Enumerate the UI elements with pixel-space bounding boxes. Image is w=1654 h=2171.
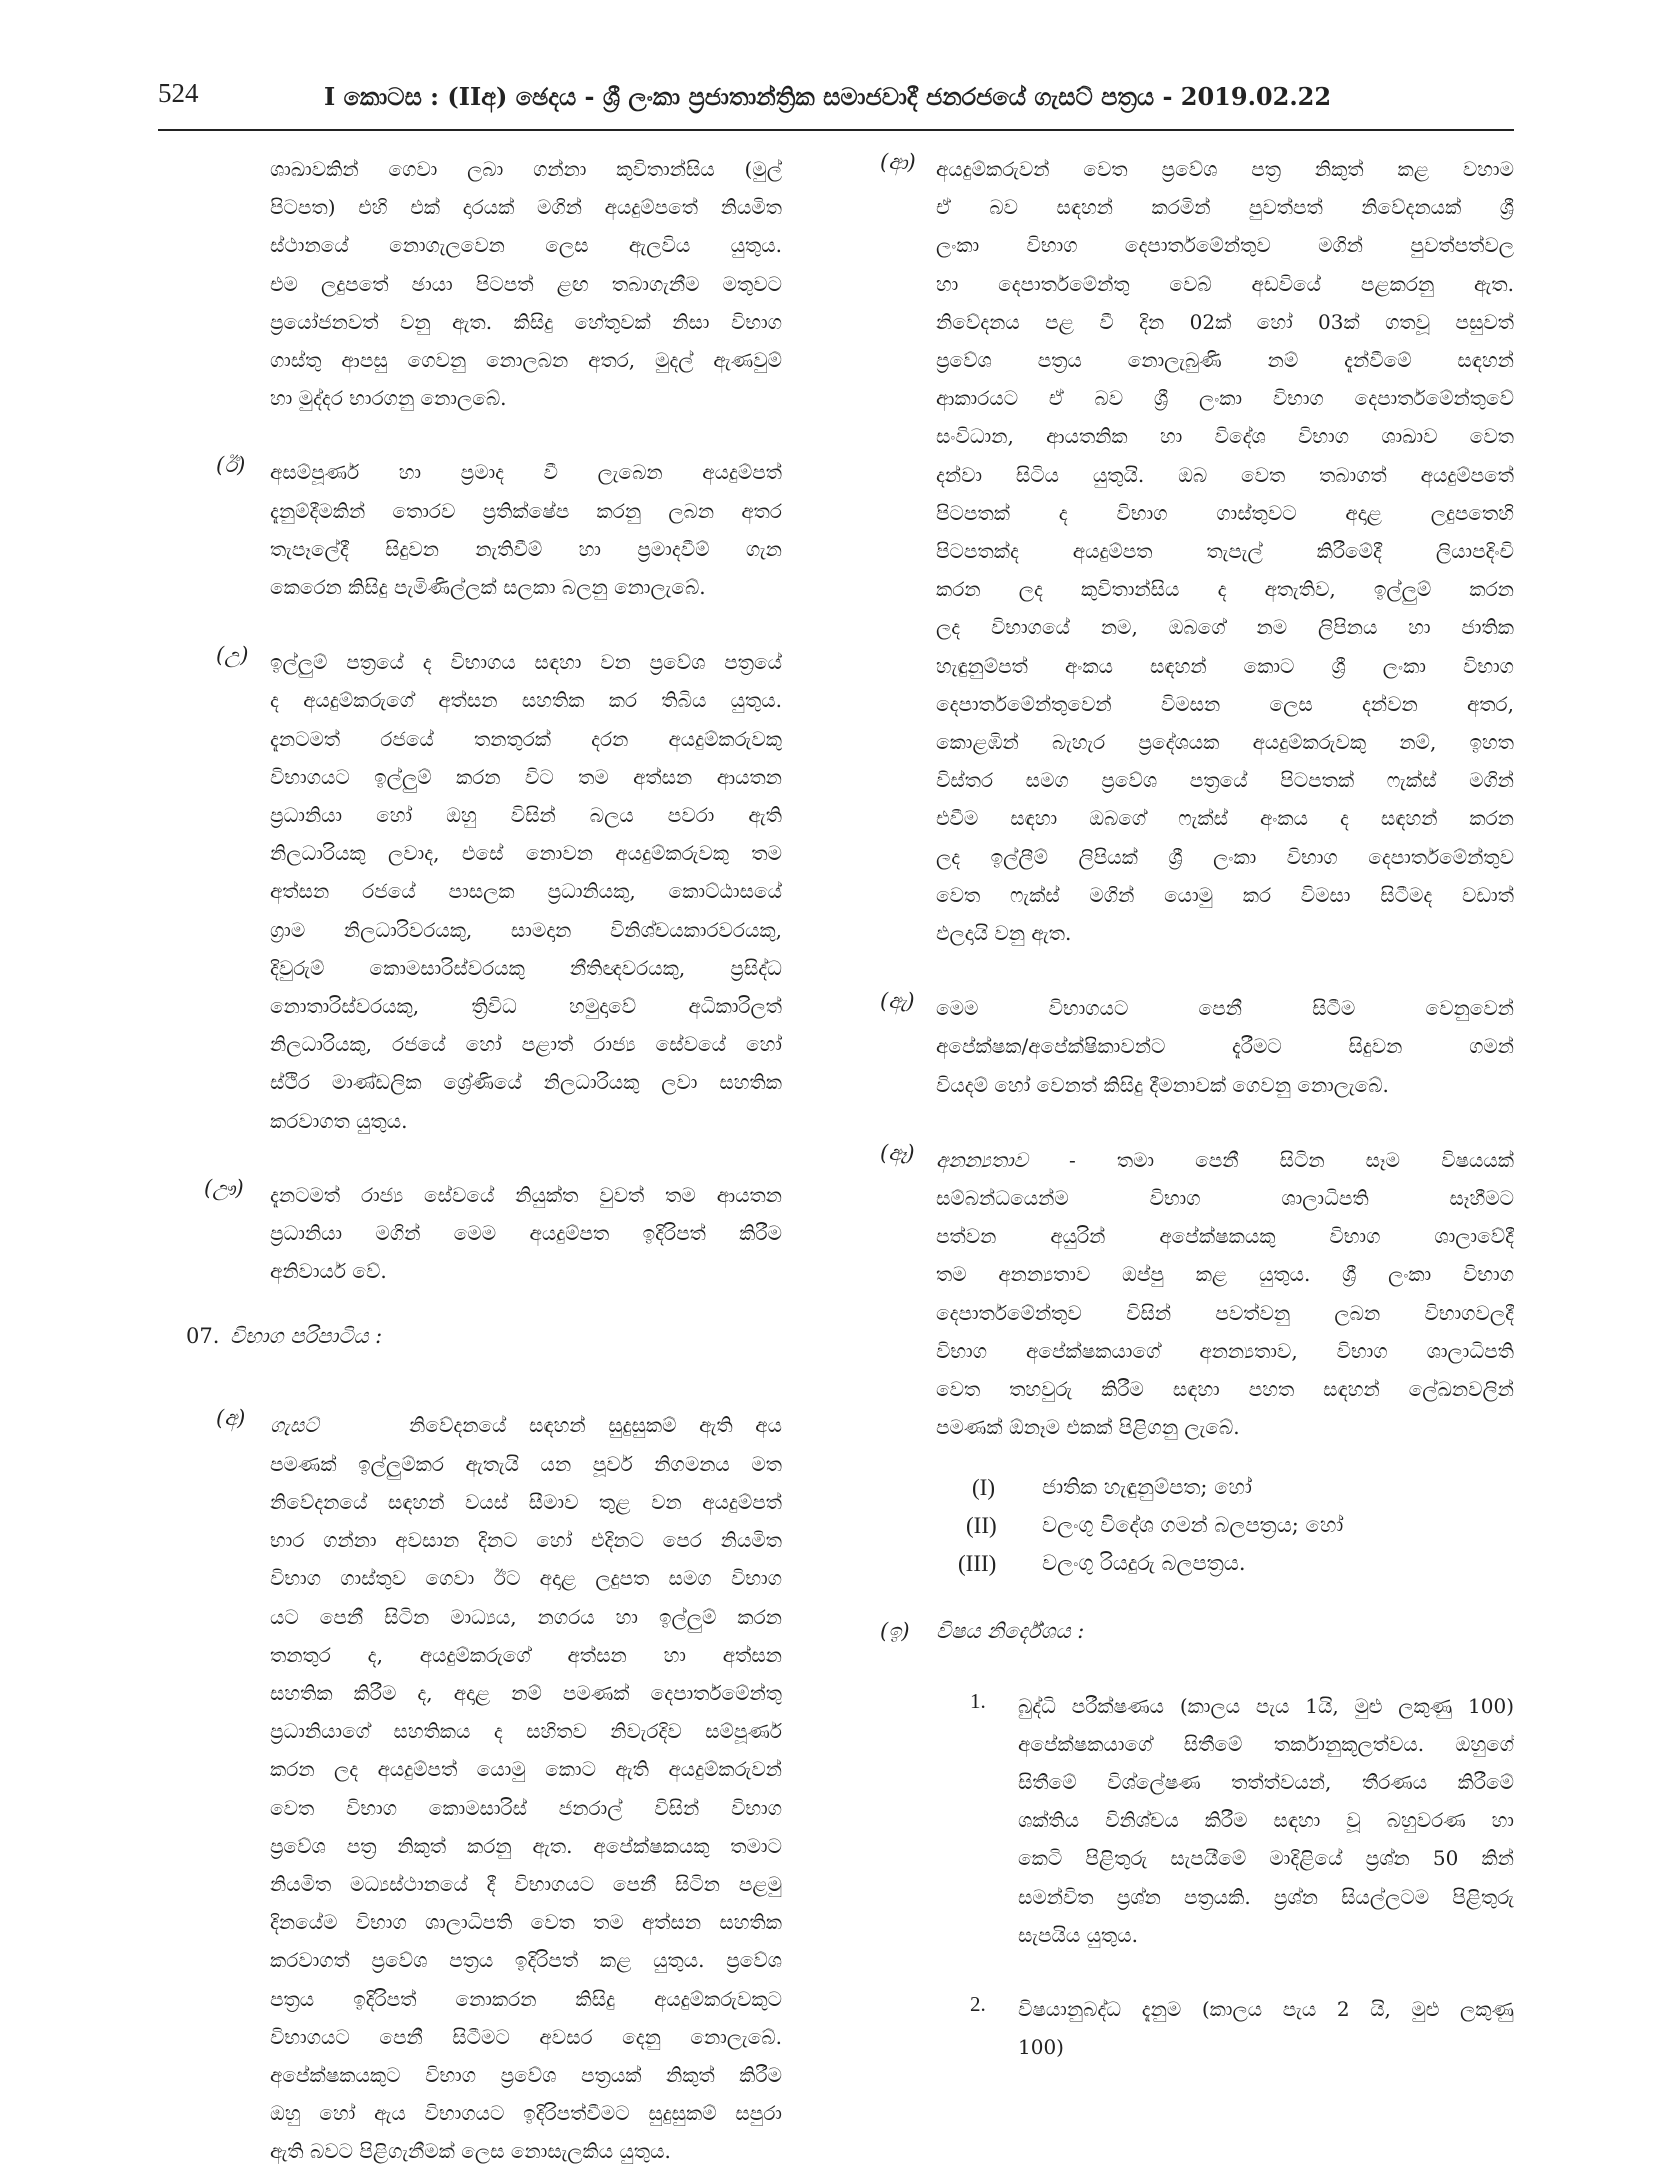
item-aa — [880, 150, 1514, 952]
body-line: විස්තර සමග ප්‍රවේශ පත්‍රයේ පිටපතක් ෆැක්ස් මගින් — [936, 768, 1514, 793]
body-line: සංවිධාන, ආයතනික හා විදේශ විභාග ශාඛාව වෙත — [936, 424, 1514, 449]
page-number: 524 — [158, 78, 199, 108]
body-line: ලංකා විභාග දෙපාර්තමේන්තුව මගින් පුවත්පත්වල — [936, 233, 1514, 258]
body-line: නියමිත මධ්‍යස්ථානයේ දී විභාගයට පෙනී සිටින පළමු — [270, 1871, 782, 1896]
body-line: ප්‍රධානියාගේ සහතිකය ද සහිතව නිවැරදිව සම්පූර්ණ — [270, 1719, 782, 1744]
body-line: ගාස්තු ආපසු ගෙවනු නොලබන අතර, මුදල් ඇණවුම් — [270, 348, 782, 373]
syllabus-item-1 — [970, 1687, 1514, 1954]
body-line: තැපෑලේදී සිදුවන නැතිවීම් හා ප්‍රමාදවීම් ගැන — [270, 536, 782, 561]
body-line: මෙම විභාගයට පෙනී සිටීම වෙනුවෙන් — [936, 996, 1514, 1021]
left-column — [186, 150, 782, 2171]
body-line: අපේක්ෂක/අපේක්ෂිකාවන්ට දැරීමට සිදුවන ගමන් — [936, 1034, 1514, 1059]
item-label: (ඉ) — [880, 1618, 910, 1643]
section-title: විභාග පරිපාටිය : — [230, 1324, 383, 1349]
body-line: තනතුර ද, අයදුම්කරුගේ අත්සන හා අත්සන — [270, 1642, 782, 1667]
body-line: විභාග ගාස්තුව ගෙවා ඊට අදාළ ලදුපත සමග විභාග — [270, 1566, 782, 1591]
item-body — [936, 1141, 1514, 1447]
body-line: පිටපතක්ද අයදුම්පත තැපැල් කිරීමේදී ලියාපදිංචි — [936, 539, 1514, 564]
body-line: අත්සන රජයේ පාසලක ප්‍රධානියකු, කොට්ඨාසයේ — [270, 879, 782, 904]
body-line: නිවේදනයේ සඳහන් වයස් සීමාව තුළ වන අයදුම්පත් — [270, 1489, 782, 1514]
body-line: පිටපත) එහි එක් දාරයක් මගින් අයදුම්පතේ නියමිත — [270, 195, 782, 220]
body-line: වෙත විභාග කොමසාරිස් ජනරාල් විසින් විභාග — [270, 1795, 782, 1820]
document-text: ජාතික හැඳුනුම්පත; හෝ — [1042, 1474, 1252, 1499]
body-line: නිවේදනය පළ වී දින 02ක් හෝ 03ක් ගතවූ පසුවත් — [936, 309, 1514, 334]
body-line: ප්‍රධානියා මගින් මෙම අයදුම්පත ඉදිරිපත් කිරීම — [270, 1221, 782, 1246]
body-line: කොළඹින් බැහැර ප්‍රදේශයක අයදුම්කරුවකු නම්, ඉහත — [936, 730, 1514, 755]
body-line: විභාගයට පෙනී සිටීමට අවසර දෙනු නොලැබේ. — [270, 2024, 782, 2049]
body-line: හා දෙපාර්තමේන්තු වෙබ් අඩවියේ පළකරනු ඇත. — [936, 271, 1514, 296]
item-label: (ඌ) — [204, 1175, 244, 1200]
body-line: ප්‍රවේශ පත්‍රය නොලැබුණි නම් දැන්වීමේ සඳහන් — [936, 348, 1514, 373]
item-body — [270, 1176, 782, 1291]
document-number: (III) — [958, 1550, 997, 1576]
body-line: සහතික කිරීම ද, අදාළ නම් පමණක් දෙපාර්තමේන්තු — [270, 1680, 782, 1705]
body-line: පමණක් ඕනෑම එකක් පිළිගනු ලැබේ. — [936, 1415, 1240, 1440]
body-line: තම අනන්‍යතාව ඔප්පු කළ යුතුය. ශ්‍රී ලංකා විභාග — [936, 1262, 1514, 1287]
id-document-item — [942, 1551, 1514, 1589]
body-line: දෙපාර්තමේන්තුවෙන් විමසන ලෙස දන්වන අතර, — [936, 691, 1514, 716]
body-line: ආකාරයට ඒ බව ශ්‍රී ලංකා විභාග දෙපාර්තමේන්තුවේ — [936, 386, 1514, 411]
body-line: එවීම සඳහා ඔබගේ ෆැක්ස් අංකය ද සඳහන් කරන — [936, 806, 1514, 831]
body-line: අපේක්ෂකයාගේ සිතීමේ තර්කානුකූලත්වය. ඔහුගේ — [1018, 1731, 1514, 1756]
body-line: සම්බන්ධයෙන්ම විභාග ශාලාධිපති සෑහීමට — [936, 1186, 1514, 1211]
syllabus-number: 1. — [970, 1688, 986, 1713]
body-line: කරවාගත් ප්‍රවේශ පත්‍රය ඉදිරිපත් කළ යුතුය. ප්‍රවේශ — [270, 1948, 782, 1973]
body-line: දැනටමත් රාජ්‍ය සේවයේ නියුක්ත වුවත් තම ආයතන — [270, 1182, 782, 1207]
body-line: දිනයේම විභාග ශාලාධිපති වෙත තම අත්සන සහතික — [270, 1910, 782, 1935]
body-line: ප්‍රවේශ පත්‍ර නිකුත් කරනු ඇත. අපේක්ෂකයකු තමාට — [270, 1833, 782, 1858]
body-line: අනිවාර්ය වේ. — [270, 1259, 387, 1284]
body-line: ග්‍රාම නිලධාරිවරයකු, සාමදාන විනිශ්චයකාරවරයකු, — [270, 917, 782, 942]
body-line: ඔහු හෝ ඇය විභාගයට ඉදිරිපත්වීමට සුදුසුකම් සපුරා — [270, 2101, 782, 2126]
body-line: සමන්විත ප්‍රශ්න පත්‍රයකි. ප්‍රශ්න සියල්ලටම පිළිතුරු — [1018, 1884, 1514, 1909]
document-text: වලංගු රියදුරු බලපත්‍රය. — [1042, 1550, 1246, 1575]
body-line: අයදුම්කරුවන් වෙත ප්‍රවේශ පත්‍ර නිකුත් කළ වහාම — [936, 157, 1514, 181]
body-line: ස්ථානයේ නොගැලවෙන ලෙස ඇලවිය යුතුය. — [270, 233, 782, 258]
body-line: පත්වන අයුරින් අපේක්ෂකයකු විභාග ශාලාවේදී — [936, 1224, 1514, 1249]
body-line: ස්ථිර මාණ්ඩලික ශ්‍රේණියේ නිලධාරියකු ලවා සහතික — [270, 1070, 782, 1095]
body-line: කරන ලද කුවිතාන්සිය ද අතැතිව, ඉල්ලුම් කරන — [936, 577, 1514, 602]
body-line: වෙත තහවුරු කිරීම සඳහා පහත සඳහන් ලේඛනවලින් — [936, 1377, 1514, 1402]
item-uu — [204, 1175, 782, 1291]
emphasized-word: ගැසට් — [270, 1413, 319, 1438]
item-body — [270, 643, 782, 1140]
body-line: විභාග අපේක්ෂකයාගේ අනන්‍යතාව, විභාග ශාලාධිපති — [936, 1338, 1514, 1363]
body-line: ඇති බවට පිළිගැනීමක් ලෙස නොසැලකිය යුතුය. — [270, 2139, 671, 2164]
body-line: හා මුද්දර භාරගනු නොලබේ. — [270, 386, 507, 411]
body-line: ප්‍රයෝජනවත් වනු ඇත. කිසිදු හේතුවක් නිසා විභාග — [270, 309, 782, 334]
item-i — [880, 1618, 1514, 1659]
item-u — [216, 643, 782, 1140]
syllabus-body — [1018, 1687, 1514, 1954]
header-rule — [158, 129, 1514, 131]
body-line: වෙත ෆැක්ස් මගින් යොමු කර විමසා සිටීමද වඩාත් — [936, 882, 1514, 907]
body-line: ඵලදායි වනු ඇත. — [936, 921, 1072, 946]
body-line: යට පෙනී සිටින මාධ්‍යය, නගරය හා ඉල්ලුම් කරන — [270, 1604, 782, 1629]
line-text: - තමා පෙනී සිටින සෑම විෂයයක් — [1069, 1147, 1514, 1172]
item-ae — [880, 989, 1514, 1104]
body-line: සිතීමේ විශ්ලේෂණ තත්ත්වයන්, තීරණය කිරීමේ — [1018, 1769, 1514, 1794]
body-line: දැනුම්දීමකින් තොරව ප්‍රතික්ෂේප කරනු ලබන අතර — [270, 498, 782, 523]
item-label: (ඊ) — [216, 453, 246, 478]
body-line: අපේක්ෂකයකුට විභාග ප්‍රවේශ පත්‍රයක් නිකුත් කිරීම — [270, 2062, 782, 2087]
body-line: ශක්තිය විනිශ්චය කිරීම සඳහා වූ බහුවරණ හා — [1018, 1808, 1514, 1833]
item-aee — [880, 1140, 1514, 1589]
item-label: (ආ) — [880, 150, 916, 174]
section-07-heading — [186, 1290, 782, 1368]
document-number: (I) — [972, 1474, 995, 1500]
body-line: පත්‍රය ඉදිරිපත් නොකරන කිසිදු අයදුම්කරුවකුට — [270, 1986, 782, 2011]
body-line: නිලධාරියකු, රජයේ හෝ පළාත් රාජ්‍ය සේවයේ හෝ — [270, 1032, 782, 1057]
id-documents-list — [942, 1475, 1514, 1589]
body-line: සැපයිය යුතුය. — [1018, 1922, 1138, 1947]
body-line: ඒ බව සඳහන් කරමින් පුවත්පත් නිවේදනයක් ශ්‍රී — [936, 195, 1514, 220]
paragraph-body — [270, 150, 782, 417]
item-label: (ඈ) — [880, 1140, 915, 1165]
document-number: (II) — [966, 1512, 997, 1538]
right-column — [880, 150, 1514, 2066]
item-e — [216, 453, 782, 606]
body-line: ප්‍රධානියා හෝ ඔහු විසින් බලය පවරා ඇති — [270, 803, 782, 828]
section-number: 07. — [186, 1324, 220, 1349]
item-label: (අ) — [216, 1406, 246, 1431]
item-label: (ඇ) — [880, 989, 915, 1014]
body-line: නිලධාරියකු ලවාද, එසේ නොවන අයදුම්කරුවකු තම — [270, 841, 782, 866]
first-line — [936, 1141, 1514, 1179]
body-line: පමණක් ඉල්ලුම්කර ඇතැයි යන පූර්ව නිගමනය මත — [270, 1451, 782, 1476]
body-line: ලද විභාගයේ නම, ඔබගේ නම ලිපිනය හා ජාතික — [936, 615, 1514, 640]
document-text: වලංගු විදේශ ගමන් බලපත්‍රය; හෝ — [1042, 1512, 1344, 1537]
id-document-item — [942, 1513, 1514, 1551]
body-line: හැඳුනුම්පත් අංකය සඳහන් කොට ශ්‍රී ලංකා විභාග — [936, 653, 1514, 678]
syllabus-title: විෂය නිර්දේශය : — [936, 1618, 1085, 1643]
item-body — [270, 1406, 782, 2170]
body-line: කරන ලද අයදුම්පත් යොමු කොට ඇති අයදුම්කරුවන් — [270, 1757, 782, 1782]
body-line: භාර ගන්නා අවසාන දිනට හෝ එදිනට පෙර නියමිත — [270, 1528, 782, 1553]
id-document-item — [942, 1475, 1514, 1513]
body-line: ශාඛාවකින් ගෙවා ලබා ගන්නා කුවිතාන්සිය (මුල් — [270, 157, 782, 181]
body-line: කරවාගත යුතුය. — [270, 1108, 408, 1133]
item-body — [936, 989, 1514, 1104]
body-line: වියදම් හෝ වෙනත් කිසිදු දීමනාවක් ගෙවනු නොලැබේ. — [936, 1072, 1389, 1097]
body-line: විෂයානුබද්ධ දැනුම (කාලය පැය 2 යි, මුළු ලකුණු — [1018, 1996, 1514, 2021]
item-a — [216, 1406, 782, 2170]
syllabus-number: 2. — [970, 1991, 986, 2016]
line-text: නිවේදනයේ සඳහන් සුදුසුකම් ඇති අය — [409, 1413, 782, 1438]
body-line: දැනටමත් රජයේ තනතුරක් දරන අයදුම්කරුවකු — [270, 726, 782, 751]
body-line: දන්වා සිටිය යුතුයි. ඔබ වෙත තබාගත් අයදුම්පතේ — [936, 462, 1514, 487]
item-body — [270, 453, 782, 606]
body-line: කෙටි පිළිතුරු සැපයීමේ මාදිළියේ ප්‍රශ්න 50 කින් — [1018, 1846, 1514, 1871]
body-line: 100) — [1018, 2035, 1064, 2060]
body-line: බුද්ධි පරීක්ෂණය (කාලය පැය 1යි, මුළු ලකුණු 100) — [1018, 1693, 1514, 1718]
body-line: එම ලදුපතේ ඡායා පිටපත් ළඟ තබාගැනීම මතුවට — [270, 271, 782, 296]
body-line: පිටපතක් ද විභාග ගාස්තුවට අදාළ ලදුපතෙහි — [936, 500, 1514, 525]
emphasized-word: අනන්‍යතාව — [936, 1147, 1028, 1172]
body-line: ඉල්ලුම් පත්‍රයේ ද විභාගය සඳහා වන ප්‍රවේශ පත්‍රයේ — [270, 650, 782, 675]
body-line: ද අයදුම්කරුගේ අත්සන සහතික කර තිබිය යුතුය. — [270, 688, 782, 713]
syllabus-body — [1018, 1990, 1514, 2066]
paragraph-intro — [270, 150, 782, 417]
item-body — [936, 150, 1514, 952]
syllabus-item-2 — [970, 1990, 1514, 2066]
page-header — [158, 78, 1514, 134]
body-line: ලද ඉල්ලීම් ලිපියක් ශ්‍රී ලංකා විභාග දෙපාර්තමේන්තුව — [936, 844, 1514, 869]
body-line: කෙරෙන කිසිදු පැමිණිල්ලක් සලකා බලනු නොලැබේ. — [270, 575, 706, 600]
first-line — [270, 1406, 782, 1444]
body-line: අසම්පූර්ණ හා ප්‍රමාද වී ලැබෙන අයදුම්පත් — [270, 460, 782, 485]
body-line: නොතාරිස්වරයකු, ත්‍රිවිධ හමුදාවේ අධිකාරිලත් — [270, 994, 782, 1019]
item-label: (උ) — [216, 643, 249, 668]
body-line: විභාගයට ඉල්ලුම් කරන විට තම අත්සන ආයතන — [270, 764, 782, 789]
body-line: දිවුරුම් කොමසාරිස්වරයකු නීතිඥවරයකු, ප්‍රසිද්ධ — [270, 955, 782, 980]
gazette-header-title: I කොටස : (IIඅ) ඡෙදය - ශ්‍රී ලංකා ප්‍රජාතාන්ත්‍රික සමාජවාදී ජනරජයේ ගැසට් පත්‍රය - 2019.02.22 — [324, 82, 1332, 111]
body-line: දෙපාර්තමේන්තුව විසින් පවත්වනු ලබන විභාගවලදී — [936, 1300, 1514, 1325]
